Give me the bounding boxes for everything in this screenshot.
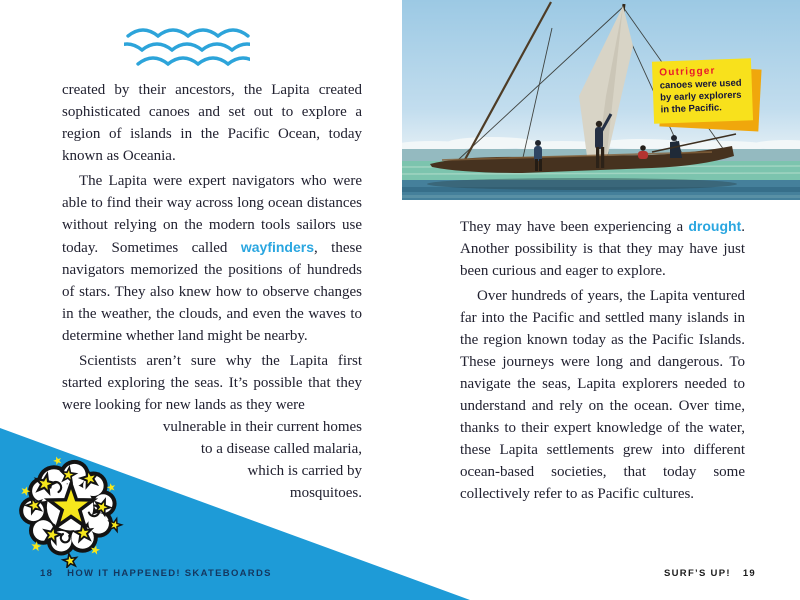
callout-keyword: Outrigger <box>659 65 716 79</box>
body-text: They may have been experiencing a <box>460 219 689 235</box>
wrapped-line: to a disease called malaria, <box>200 441 362 457</box>
left-footer <box>40 568 272 579</box>
chapter-title: SURF’S UP! <box>663 568 731 579</box>
callout-box <box>652 58 753 123</box>
paragraph <box>460 215 745 282</box>
page-number: 19 <box>742 568 756 579</box>
photo-callout <box>653 60 752 122</box>
glossary-term-drought: drought <box>688 218 742 234</box>
wrapped-line: vulnerable in their current homes <box>162 419 362 435</box>
page-number: 18 <box>40 568 54 579</box>
star-cloud-icon <box>12 450 130 568</box>
paragraph: Over hundreds of years, the Lapita ventured far into the Pacific and settled many islands in the region known today as the Pacific Islands. These journeys were long and dangerous. To navigate the seas, Lapita explorers needed to understand and rely on the ocean. Over time, thanks to their expert knowledge of the water, these Lapita settlements grew into different ocean-based societies, that today some collectively refer to as Pacific cultures. <box>460 288 745 502</box>
body-text: The Lapita were expert navigators who were able to find their way across long ocean distances without relying on the modern tools sailors use today. Sometimes called <box>62 173 362 256</box>
right-footer <box>664 568 756 579</box>
body-text: . Another possibility is that they may have just been curious and eager to explore. <box>460 219 745 279</box>
waves-icon <box>124 25 250 71</box>
callout-text: canoes were used by early explorers in the Pacific. <box>659 77 742 116</box>
paragraph: Scientists aren’t sure why the Lapita first started exploring the seas. It’s possible that they were looking for new lands as they were <box>62 353 362 413</box>
paragraph <box>62 170 362 347</box>
wrapped-line: mosquitoes. <box>289 485 362 501</box>
book-title: HOW IT HAPPENED! SKATEBOARDS <box>67 568 272 579</box>
body-text: , these navigators memorized the positions of hundreds of stars. They also knew how to observe changes in the weather, the clouds, and even the waves to determine whether land might be nearby. <box>62 240 362 344</box>
left-page-text-column <box>62 79 362 504</box>
right-page-text-column <box>460 215 745 505</box>
wrapped-line: which is carried by <box>247 463 362 479</box>
paragraph: created by their ancestors, the Lapita created sophisticated canoes and set out to explore a region of islands in the Pacific Ocean, today known as Oceania. <box>62 82 362 164</box>
glossary-term-wayfinders: wayfinders <box>240 239 314 255</box>
